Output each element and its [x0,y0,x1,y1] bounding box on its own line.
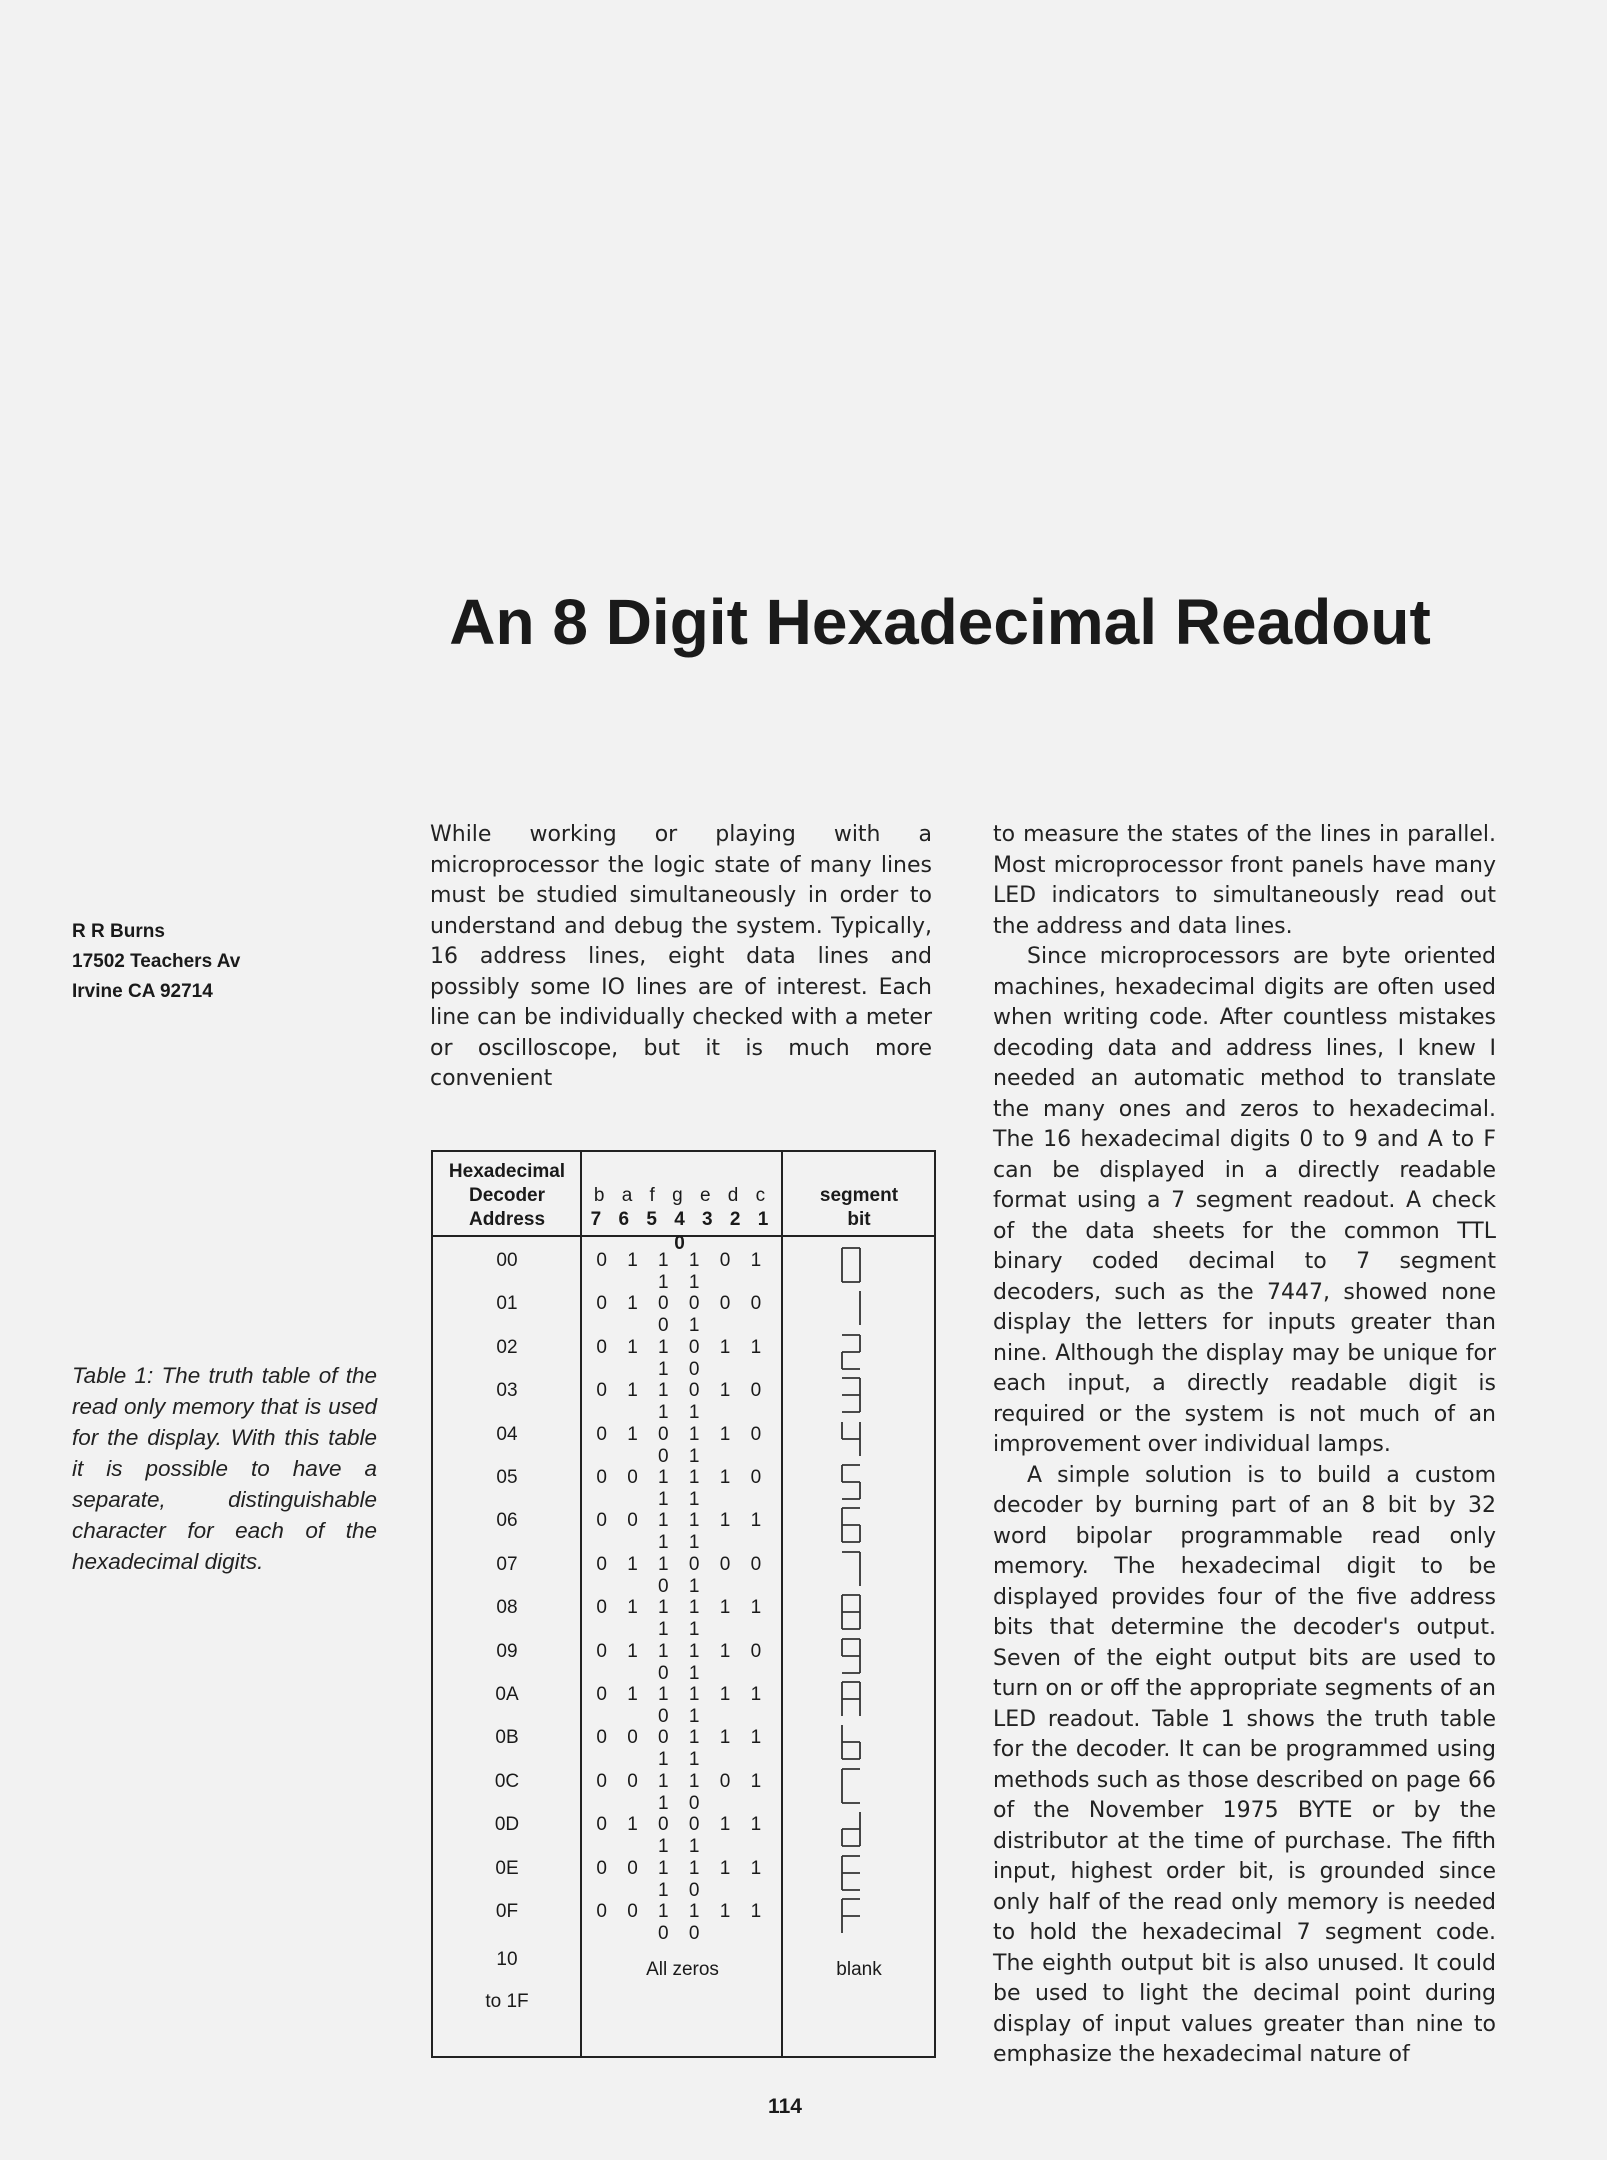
segment-glyph-icon [837,1375,865,1415]
table-row [433,1806,934,1858]
segment-glyph-icon [837,1722,865,1762]
author-street: 17502 Teachers Av [72,951,241,972]
segment-glyph-icon [837,1853,865,1893]
table-caption: Table 1: The truth table of the read only memory that is used for the display. With this table it is possible to have a separate, distinguishable character for each of the hexadecimal digits. [72,1363,377,1574]
row-address: 02 [496,1336,518,1358]
row-address: 05 [496,1467,518,1488]
last-address-to: to 1F [485,1991,529,2012]
header-segment-line: bit [847,1209,871,1230]
row-bits: 0 0 0 1 1 1 1 1 [596,1727,769,1771]
segment-glyph-icon [837,1505,865,1545]
row-address: 0B [495,1727,519,1749]
row-address: 0E [495,1857,519,1879]
last-segment: blank [836,1959,882,1980]
paragraph: While working or playing with a microprocessor the logic state of many lines must be studied simultaneously in order to understand and debug the system. Typically, 16 address lines, eight data lines and possibly some IO lines are of interest. Each line can be individually checked with a meter or oscilloscope, but it is much more convenient [430,822,932,1091]
row-bits: 0 1 1 0 1 0 1 1 [596,1380,769,1424]
row-bits: 0 1 0 0 1 1 1 1 [596,1814,769,1858]
truth-table [431,1150,936,2058]
segment-glyph-icon [837,1332,865,1372]
segment-glyph-icon [837,1636,865,1676]
row-address: 06 [496,1510,518,1532]
last-bits: All zeros [646,1959,719,1980]
paragraph: A simple solution is to build a custom decoder by burning part of an 8 bit by 32 word bipolar programmable read only memory. The hexadecimal digit to be displayed provides four of the five address bits that determine the decoder's output. Seven of the eight output bits are used to turn on or off the appropriate segments of an LED readout. Table 1 shows the truth table for the decoder. It can be programmed using methods such as those described on page 66 of the November 1975 BYTE or by the distributor at the time of purchase. The fifth input, highest order bit, is grounded since only half of the read only memory is needed to hold the hexadecimal 7 segment code. The eighth output bit is also unused. It could be used to light the decimal point during display of input values greater than nine to emphasize the hexadecimal nature of [993,1462,1496,2067]
header-address-line: Decoder [468,1185,546,1206]
row-address: 01 [496,1293,518,1315]
row-address: 0C [494,1770,520,1792]
row-bits: 0 1 1 0 1 1 1 0 [596,1336,769,1380]
body-column-2 [993,820,1496,2071]
segment-glyph-icon [837,1245,865,1285]
row-address: 07 [496,1553,518,1575]
row-bits: 0 1 1 1 1 0 0 1 [596,1640,769,1684]
table-row [433,1502,934,1554]
segment-glyph-icon [837,1592,865,1632]
segment-glyph-icon [837,1419,865,1459]
header-bit-numbers: 7 6 5 4 3 2 1 0 [590,1209,775,1254]
row-bits: 0 1 1 1 1 1 1 1 [596,1597,769,1641]
header-segment [784,1184,934,1232]
row-address: 00 [496,1250,518,1271]
segment-glyph-icon [837,1288,865,1328]
row-address: 08 [496,1597,518,1619]
row-bits: 0 1 1 1 1 1 0 1 [596,1684,769,1727]
segment-glyph-icon [837,1809,865,1849]
body-column-1 [430,820,932,1095]
segment-glyph-icon [837,1462,865,1502]
segment-glyph-icon [837,1766,865,1806]
table-row [433,1850,934,1901]
table-row [433,1546,934,1597]
author-city: Irvine CA 92714 [72,981,213,1002]
table-row [433,1676,934,1727]
paragraph: Since microprocessors are byte oriented machines, hexadecimal digits are often used when writing code. After countless mistakes decoding data and address lines, I knew I needed an automatic method to translate the many ones and zeros to hexadecimal. The 16 hexadecimal digits 0 to 9 and A to F can be displayed in a directly readable format using a 7 segment readout. A check of the data sheets for the common TTL binary coded decimal to 7 segment decoders, such as the 7447, showed none display the letters for inputs greater than nine. Although the display may be unique for each input, a directly readable digit is required or the system is not much of an improvement over individual lamps. [993,944,1496,1457]
row-address: 04 [496,1423,518,1445]
row-bits: 0 0 1 1 1 1 1 1 [596,1510,769,1554]
segment-glyph-icon [837,1549,865,1589]
paragraph: to measure the states of the lines in parallel. Most microprocessor front panels have many LED indicators to simultaneously read out the address and data lines. [993,822,1496,939]
table-row [433,1633,934,1684]
segment-glyph-icon [837,1896,865,1936]
row-address: 09 [496,1640,518,1662]
row-address: 0A [495,1684,519,1705]
header-address-line: Hexadecimal [448,1161,566,1182]
header-segment-line: segment [819,1185,899,1206]
article-title: An 8 Digit Hexadecimal Readout [449,586,1431,658]
row-address: 03 [496,1380,518,1402]
row-address: 0F [495,1901,519,1922]
row-bits: 0 1 0 0 0 0 0 1 [596,1293,769,1337]
table-row [433,1285,934,1337]
page-number: 114 [768,2095,802,2118]
table-row [433,1416,934,1467]
table-row [433,1242,934,1293]
row-bits: 0 1 1 1 0 1 1 1 [596,1250,769,1293]
row-bits: 0 0 1 1 1 1 0 0 [596,1901,769,1944]
author-name: R R Burns [72,921,165,942]
table-row [433,1459,934,1510]
row-address: 0D [494,1814,520,1836]
row-bits: 0 0 1 1 0 1 1 0 [596,1770,769,1814]
table-row [433,1719,934,1771]
header-address-line: Address [468,1209,546,1230]
table-row [433,1372,934,1424]
segment-glyph-icon [837,1679,865,1719]
table-row [433,1763,934,1814]
row-bits: 0 1 0 1 1 0 0 1 [596,1423,769,1467]
last-address-from: 10 [496,1949,518,1970]
row-bits: 0 0 1 1 1 0 1 1 [596,1467,769,1510]
header-bit-letters: b a f g e d c [593,1185,772,1206]
row-bits: 0 0 1 1 1 1 1 0 [596,1857,769,1901]
row-bits: 0 1 1 0 0 0 0 1 [596,1553,769,1597]
table-row [433,1589,934,1641]
table-row [433,1329,934,1380]
table-row-last [433,1931,934,2051]
header-address [433,1160,581,1232]
author-block [72,917,240,1007]
